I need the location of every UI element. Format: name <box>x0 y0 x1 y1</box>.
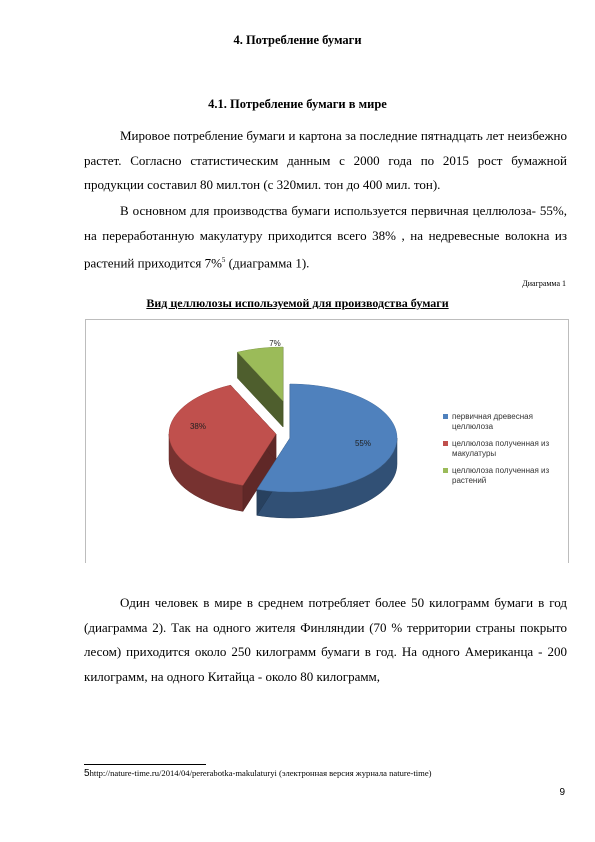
legend-label-2-0: целлюлоза полученная из <box>452 466 550 475</box>
legend-label-1-1: макулатуры <box>452 449 497 458</box>
pie-chart <box>85 319 569 563</box>
legend-label-1-0: целлюлоза полученная из <box>452 439 550 448</box>
section-heading: 4. Потребление бумаги <box>233 33 362 47</box>
paragraph-3: Один человек в мире в среднем потребляет более 50 килограмм бумаги в год (диаграмма 2). Так на одного жителя Финляндии (70 % территории страны покрыто лесом) приходится около 250 килограмм бумаги в год. На одного Американца - 200 килограмм, на одного Китайца - около 80 килограмм, <box>84 595 567 684</box>
legend-swatch-1 <box>443 441 448 446</box>
footnote-ref[interactable]: 5 <box>221 256 226 264</box>
legend-swatch-2 <box>443 468 448 473</box>
footnote-divider <box>84 764 206 765</box>
data-label-0: 55% <box>354 439 372 448</box>
subsection-heading: 4.1. Потребление бумаги в мире <box>208 97 387 111</box>
paragraph-2-text: В основном для производства бумаги используется первичная целлюлоза- 55%, на переработанную макулатуру приходится всего 38% , на недревесные волокна из растений приходится 7% <box>84 203 567 271</box>
footnote-link[interactable]: http://nature-time.ru/2014/04/pererabotka-makulaturyi (электронная версия журнала nature-time) <box>89 768 432 778</box>
legend-label-0-1: целлюлоза <box>452 422 494 431</box>
footnote <box>84 768 432 779</box>
chart-title: Вид целлюлозы используемой для производства бумаги <box>146 296 449 310</box>
paragraph-2 <box>84 199 567 276</box>
legend-label-2-1: растений <box>452 476 487 485</box>
legend-label-0-0: первичная древесная <box>452 412 533 421</box>
paragraph-2-tail: (диаграмма 1). <box>225 255 310 271</box>
data-label-2: 7% <box>269 339 281 348</box>
page-number: 9 <box>559 787 565 798</box>
diagram-reference: Диаграмма 1 <box>522 279 566 288</box>
data-label-1: 38% <box>189 422 207 431</box>
legend-swatch-0 <box>443 414 448 419</box>
footnote-number: 5 <box>84 768 90 779</box>
paragraph-1: Мировое потребление бумаги и картона за последние пятнадцать лет неизбежно растет. Согласно статистическим данным с 2000 года по 2015 рост бумажной продукции составил 80 мил.тон (с 320мил. тон до 400 мил. тон). <box>84 128 567 192</box>
